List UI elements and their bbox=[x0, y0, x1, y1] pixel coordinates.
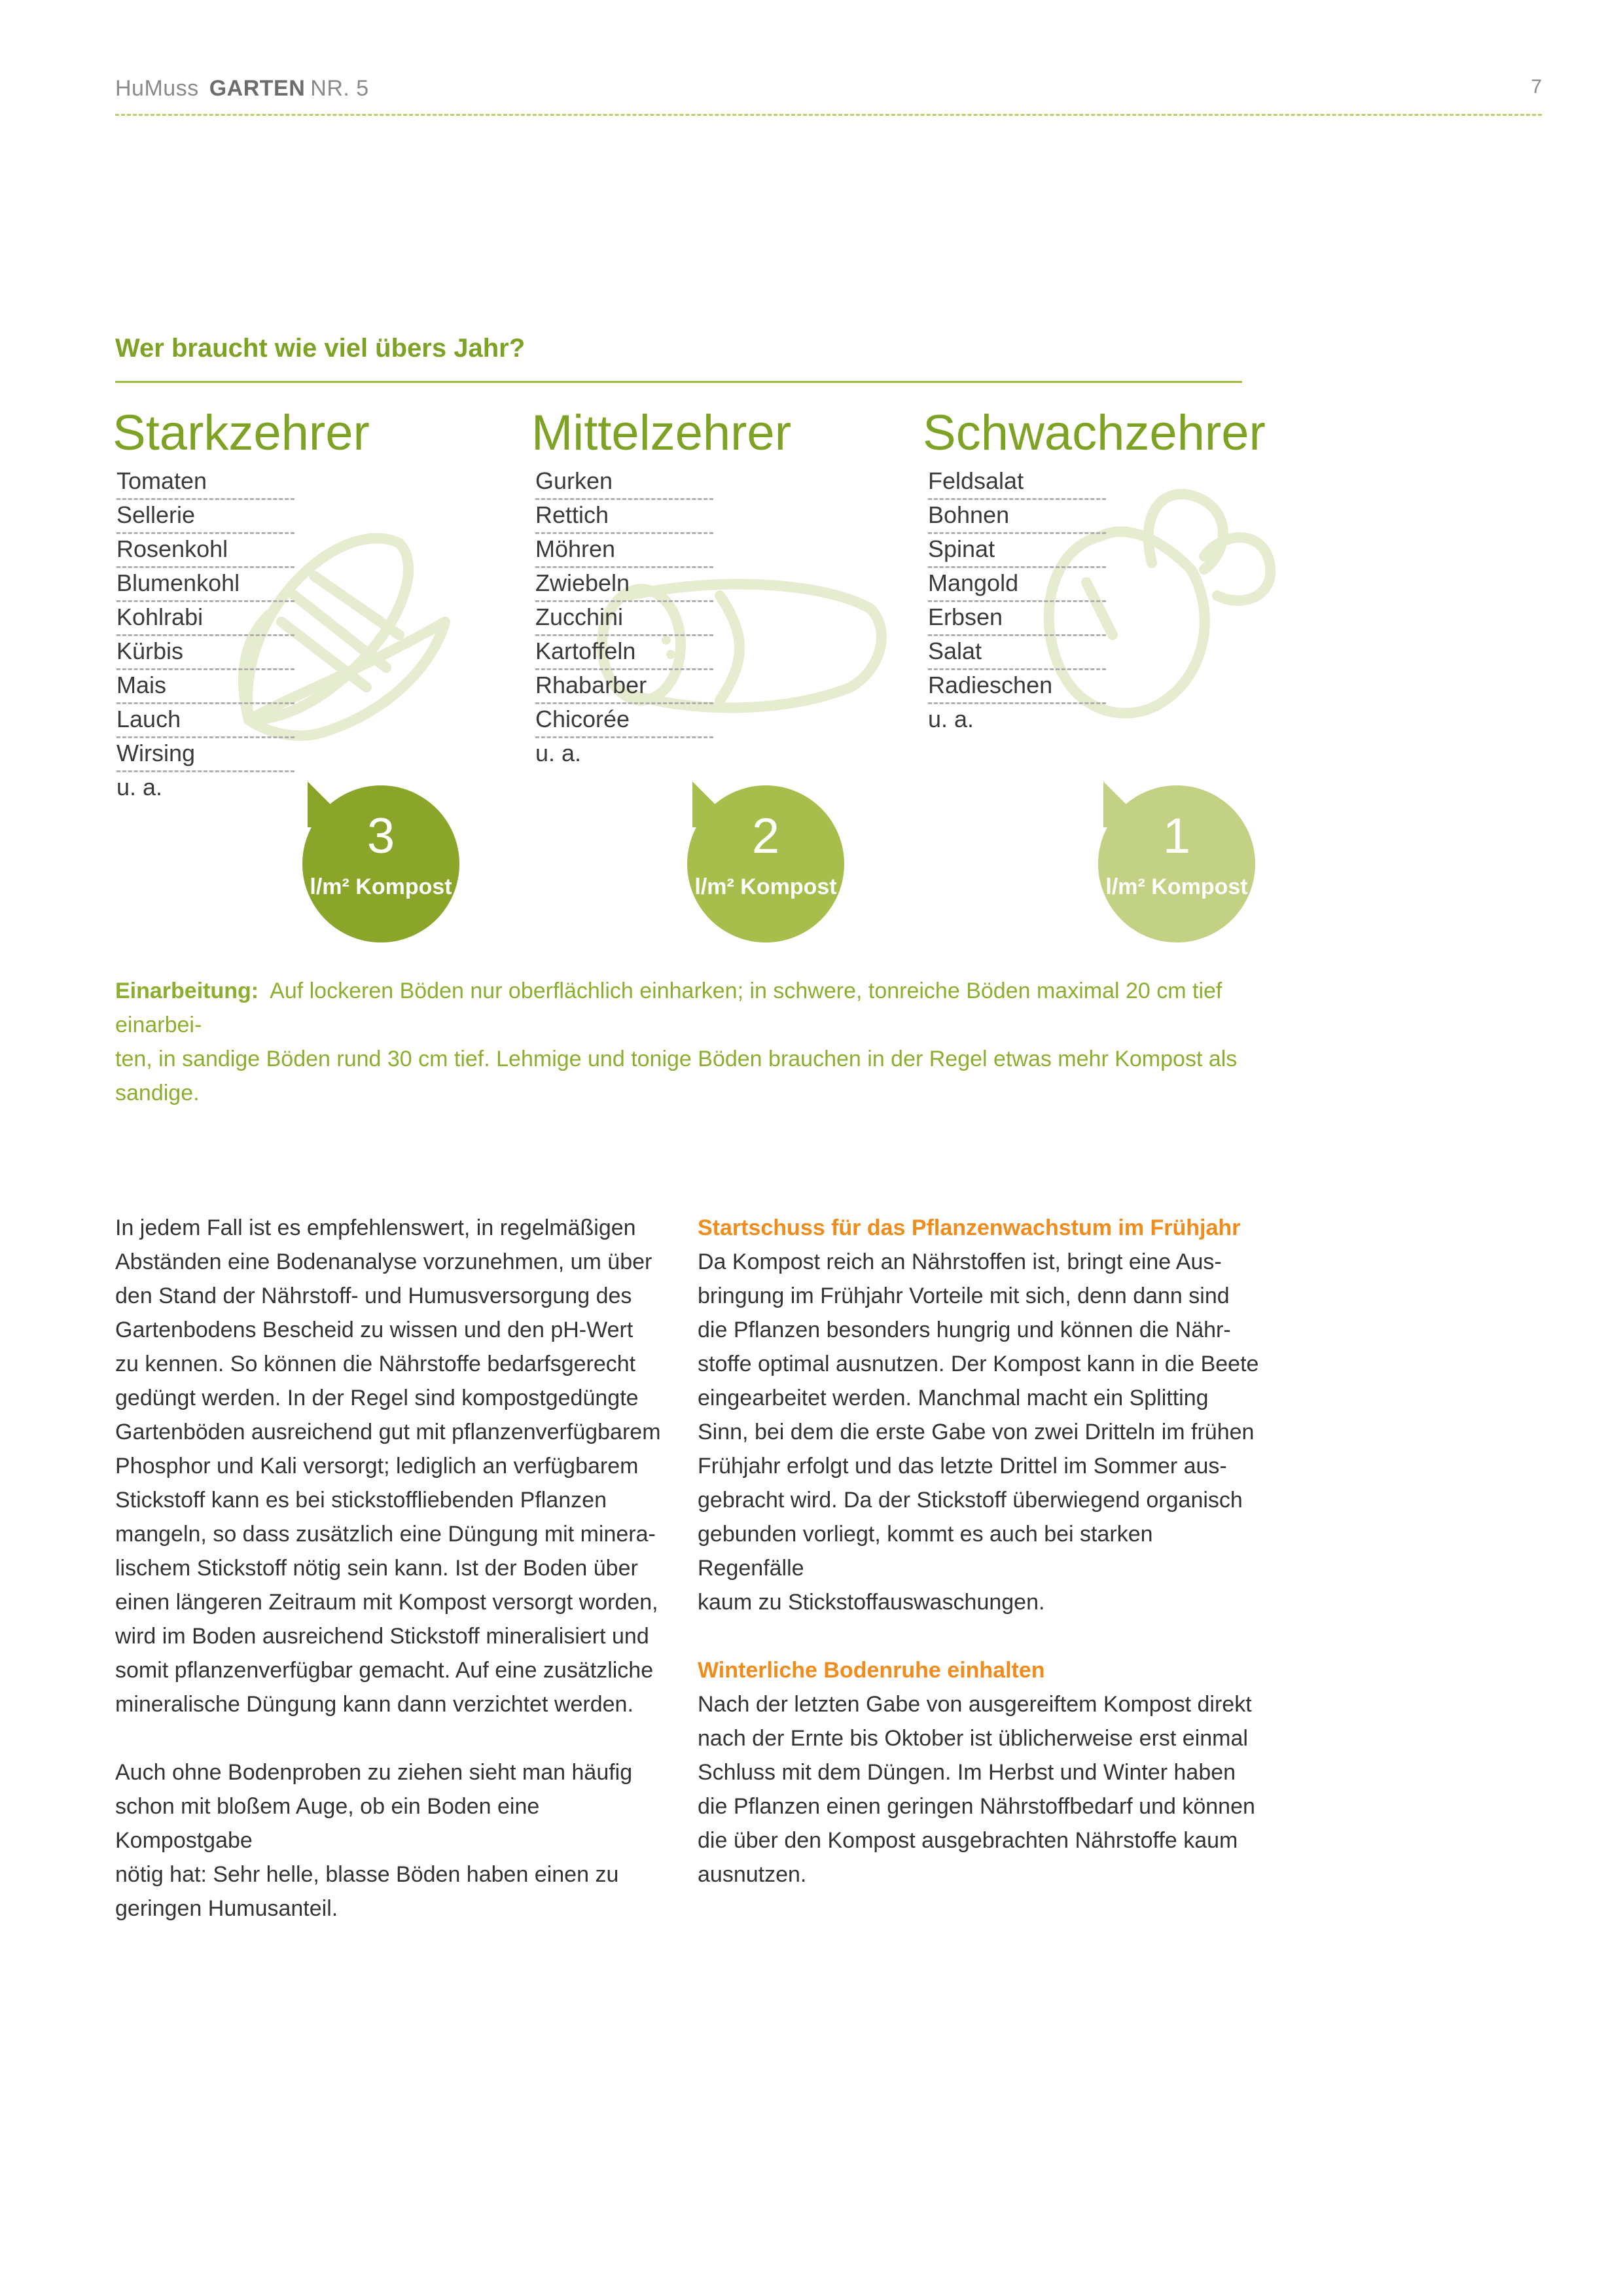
brand-section: GARTEN bbox=[209, 76, 306, 101]
compost-bubble-starkzehrer bbox=[302, 785, 459, 942]
compost-amount: 2 bbox=[751, 808, 780, 864]
text-line: kaum zu Stickstoffauswaschungen. bbox=[698, 1590, 1045, 1615]
text-line: die Pflanzen besonders hungrig und können die Nähr- bbox=[698, 1318, 1231, 1342]
list-item: Erbsen bbox=[928, 602, 1106, 636]
note-label: Einarbeitung: bbox=[115, 978, 259, 1003]
list-item: Kohlrabi bbox=[116, 602, 294, 636]
text-line: den Stand der Nährstoff- und Humusversorgung des bbox=[115, 1283, 632, 1308]
text-line: In jedem Fall ist es empfehlenswert, in regelmäßigen bbox=[115, 1215, 636, 1240]
text-line: die über den Kompost ausgebrachten Nährstoffe kaum bbox=[698, 1828, 1238, 1853]
compost-amount: 3 bbox=[366, 808, 395, 864]
list-item: Sellerie bbox=[116, 500, 294, 534]
vegetable-list-schwachzehrer bbox=[928, 466, 1106, 738]
brand-name: HuMuss bbox=[115, 76, 199, 101]
incorporation-note bbox=[115, 974, 1254, 1110]
compost-bubble-schwachzehrer bbox=[1098, 785, 1255, 942]
text-line: Gartenbodens Bescheid zu wissen und den pH-Wert bbox=[115, 1318, 633, 1342]
text-line: Phosphor und Kali versorgt; lediglich an verfügbarem bbox=[115, 1454, 639, 1479]
text-line: somit pflanzenverfügbar gemacht. Auf eine zusätzliche bbox=[115, 1658, 654, 1683]
list-item: Rhabarber bbox=[535, 670, 713, 704]
text-line: die Pflanzen einen geringen Nährstoffbedarf und können bbox=[698, 1794, 1255, 1819]
list-item: Salat bbox=[928, 636, 1106, 670]
list-item: Chicorée bbox=[535, 704, 713, 738]
list-item: Tomaten bbox=[116, 466, 294, 500]
list-item: Rosenkohl bbox=[116, 534, 294, 568]
note-line-1: Auf lockeren Böden nur oberflächlich einharken; in schwere, tonreiche Böden maximal 20 cm tief einarbei- bbox=[115, 978, 1222, 1037]
list-item: Rettich bbox=[535, 500, 713, 534]
text-line: Frühjahr erfolgt und das letzte Drittel im Sommer aus- bbox=[698, 1454, 1227, 1479]
compost-unit: l/m² Kompost bbox=[1105, 874, 1248, 899]
text-line: wird im Boden ausreichend Stickstoff mineralisiert und bbox=[115, 1624, 649, 1649]
section-title: Wer braucht wie viel übers Jahr? bbox=[115, 334, 526, 363]
list-item: Blumenkohl bbox=[116, 568, 294, 602]
list-item: Wirsing bbox=[116, 738, 294, 772]
text-line: Sinn, bei dem die erste Gabe von zwei Dritteln im frühen bbox=[698, 1420, 1255, 1444]
text-line: mineralische Düngung kann dann verzichtet werden. bbox=[115, 1692, 633, 1717]
column-title-starkzehrer: Starkzehrer bbox=[113, 405, 370, 461]
list-item: u. a. bbox=[535, 740, 582, 766]
list-item: Radieschen bbox=[928, 670, 1106, 704]
header-divider bbox=[115, 114, 1542, 116]
text-line: geringen Humusanteil. bbox=[115, 1896, 338, 1921]
compost-unit: l/m² Kompost bbox=[310, 874, 452, 899]
text-line: Stickstoff kann es bei stickstoffliebenden Pflanzen bbox=[115, 1488, 607, 1513]
list-item: Mais bbox=[116, 670, 294, 704]
text-line: Gartenböden ausreichend gut mit pflanzenverfügbarem bbox=[115, 1420, 661, 1444]
paragraph-gap bbox=[115, 1721, 678, 1755]
body-column-left bbox=[115, 1211, 678, 1926]
list-item: Bohnen bbox=[928, 500, 1106, 534]
text-line: schon mit bloßem Auge, ob ein Boden eine Kompostgabe bbox=[115, 1794, 540, 1853]
page-number: 7 bbox=[1531, 76, 1542, 98]
text-line: nach der Ernte bis Oktober ist üblicherweise erst einmal bbox=[698, 1726, 1248, 1751]
list-item: Möhren bbox=[535, 534, 713, 568]
subheading-spring: Startschuss für das Pflanzenwachstum im Frühjahr bbox=[698, 1215, 1241, 1240]
list-item: Mangold bbox=[928, 568, 1106, 602]
text-line: Da Kompost reich an Nährstoffen ist, bringt eine Aus- bbox=[698, 1249, 1222, 1274]
list-item: Zucchini bbox=[535, 602, 713, 636]
vegetable-list-mittelzehrer bbox=[535, 466, 713, 772]
text-line: Abständen eine Bodenanalyse vorzunehmen, um über bbox=[115, 1249, 652, 1274]
compost-unit: l/m² Kompost bbox=[694, 874, 837, 899]
vegetable-list-starkzehrer bbox=[116, 466, 294, 806]
magazine-brand bbox=[115, 76, 369, 101]
brand-issue: NR. 5 bbox=[310, 76, 369, 101]
note-line-2: ten, in sandige Böden rund 30 cm tief. Lehmige und tonige Böden brauchen in der Regel etwas mehr Kompost als sandige. bbox=[115, 1047, 1238, 1105]
list-item: Kürbis bbox=[116, 636, 294, 670]
text-line: eingearbeitet werden. Manchmal macht ein Splitting bbox=[698, 1386, 1209, 1410]
compost-bubble-mittelzehrer bbox=[687, 785, 844, 942]
compost-amount: 1 bbox=[1162, 808, 1191, 864]
paragraph-gap bbox=[698, 1619, 1260, 1653]
text-line: gebracht wird. Da der Stickstoff überwiegend organisch bbox=[698, 1488, 1243, 1513]
list-item: u. a. bbox=[928, 706, 974, 732]
text-line: mangeln, so dass zusätzlich eine Düngung mit minera- bbox=[115, 1522, 656, 1547]
text-line: Schluss mit dem Düngen. Im Herbst und Winter haben bbox=[698, 1760, 1236, 1785]
text-line: nötig hat: Sehr helle, blasse Böden haben einen zu bbox=[115, 1862, 619, 1887]
text-line: lischem Stickstoff nötig sein kann. Ist der Boden über bbox=[115, 1556, 638, 1581]
text-line: Nach der letzten Gabe von ausgereiftem Kompost direkt bbox=[698, 1692, 1252, 1717]
text-line: bringung im Frühjahr Vorteile mit sich, denn dann sind bbox=[698, 1283, 1230, 1308]
body-column-right bbox=[698, 1211, 1260, 1892]
list-item: Kartoffeln bbox=[535, 636, 713, 670]
text-line: Auch ohne Bodenproben zu ziehen sieht man häufig bbox=[115, 1760, 633, 1785]
list-item: Lauch bbox=[116, 704, 294, 738]
list-item: Gurken bbox=[535, 466, 713, 500]
text-line: gebunden vorliegt, kommt es auch bei starken Regenfälle bbox=[698, 1522, 1153, 1581]
list-item: Zwiebeln bbox=[535, 568, 713, 602]
list-item: u. a. bbox=[116, 774, 163, 800]
list-item: Feldsalat bbox=[928, 466, 1106, 500]
text-line: stoffe optimal ausnutzen. Der Kompost kann in die Beete bbox=[698, 1352, 1259, 1376]
column-title-schwachzehrer: Schwachzehrer bbox=[923, 405, 1266, 461]
text-line: einen längeren Zeitraum mit Kompost versorgt worden, bbox=[115, 1590, 658, 1615]
section-divider bbox=[115, 381, 1242, 383]
subheading-winter: Winterliche Bodenruhe einhalten bbox=[698, 1658, 1045, 1683]
column-title-mittelzehrer: Mittelzehrer bbox=[531, 405, 791, 461]
list-item: Spinat bbox=[928, 534, 1106, 568]
text-line: gedüngt werden. In der Regel sind kompostgedüngte bbox=[115, 1386, 639, 1410]
text-line: ausnutzen. bbox=[698, 1862, 807, 1887]
text-line: zu kennen. So können die Nährstoffe bedarfsgerecht bbox=[115, 1352, 636, 1376]
